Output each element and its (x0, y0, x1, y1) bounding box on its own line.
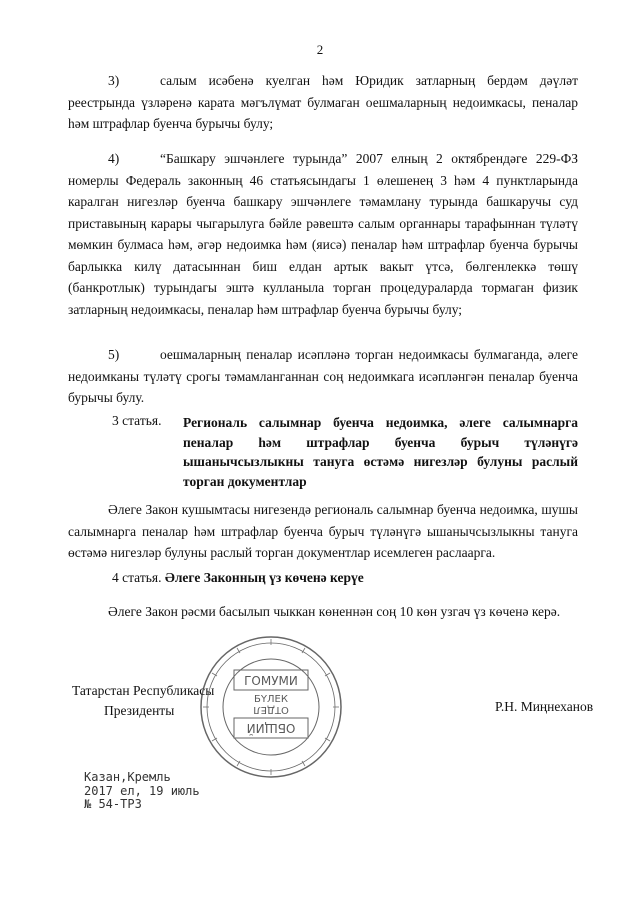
footer-date: 2017 ел, 19 июль (84, 783, 200, 798)
list-item-4 (68, 148, 578, 320)
signatory-line-2: Президенты (104, 703, 175, 718)
footer-law-number: № 54-ТРЗ (84, 797, 142, 811)
list-item-3 (68, 70, 578, 135)
page-number: 2 (316, 42, 324, 57)
article-4-body: Әлеге Закон рәсми басылып чыккан көненнән соң 10 көн узгач үз көченә керә. (108, 604, 561, 619)
list-item-number: 3) (108, 73, 120, 88)
place-date-number (84, 771, 200, 812)
list-item-number: 4) (108, 151, 120, 166)
signatory-line-1: Татарстан Республикасы (72, 683, 215, 698)
stamp-text-1: ГОМУМИ (244, 674, 298, 688)
article-4-heading (112, 570, 364, 586)
article-4-label: 4 статья. (112, 570, 162, 585)
list-item-number: 5) (108, 347, 120, 362)
list-item-text: “Башкару эшчәнлеге турында” 2007 елның 2 октябрендәге 229-ФЗ номерлы Федераль законның 46 статьясындагы 1 өлешенең 3 һәм 4 пунктларында каралган нигезләр буенча башкару эшчәнлеге тәмамлану турында башкаручы суд приставының карары чыгарылуга бәйле рәвештә салым органнары тарафыннан түләтү мөмкин булмаса һәм, әгәр недоимка һәм (яисә) пеналар һәм штрафлар буенча бурычы барлыкка килү датасыннан биш елдан артык вакыт үтсә, бөлгенлеккә төшү (банкротлык) турындагы эштә кулланыла торган процедураларда тормаган физик затларның недоимкасы, пеналар һәм штрафлар буенча бурычы булу; (68, 151, 578, 317)
article-3-body: Әлеге Закон кушымтасы нигезендә региональ салымнар буенча недоимка, шушы салымнарга пеналар һәм штрафлар буенча бурыч түләнүгә ышанычсызлыкны тануга өстәмә нигезләр булуны раслый торган документлар исемлеген раслаарга. (68, 502, 578, 560)
stamp-text-4: ОБЩИЙ (246, 721, 296, 735)
list-item-text: салым исәбенә куелган һәм Юридик затларның бердәм дәүләт реестрында үзләренә карата мәгълүмат булмаган оешмаларның недоимкасы, пеналар һәм штрафлар буенча бурычы булу; (68, 73, 578, 131)
article-3-title: Региональ салымнар буенча недоимка, әлеге салымнарга пеналар һәм штрафлар буенча бурыч түләнүгә ышанычсызлыкны тануга өстәмә нигезләр булуны раслый торган документлар (183, 415, 578, 489)
article-4-title: Әлеге Законның үз көченә керүе (164, 570, 364, 585)
stamp-text-3: ОТДЕЛ (253, 704, 289, 715)
article-3-label: 3 статья. (112, 413, 162, 428)
signatory-name: Р.Н. Миңнеханов (495, 699, 594, 714)
signatory-title (72, 681, 214, 721)
official-seal-stamp (196, 632, 346, 782)
stamp-text-2: БҮЛЕК (254, 694, 288, 705)
footer-place: Казан,Кремль (84, 770, 171, 784)
list-item-5 (68, 344, 578, 409)
list-item-text: оешмаларның пеналар исәпләнә торган недоимкасы булмаганда, әлеге недоимканы түләтү срогы тәмамланганнан соң недоимкага исәпләнгән пеналар буенча бурычы булу. (68, 347, 578, 405)
